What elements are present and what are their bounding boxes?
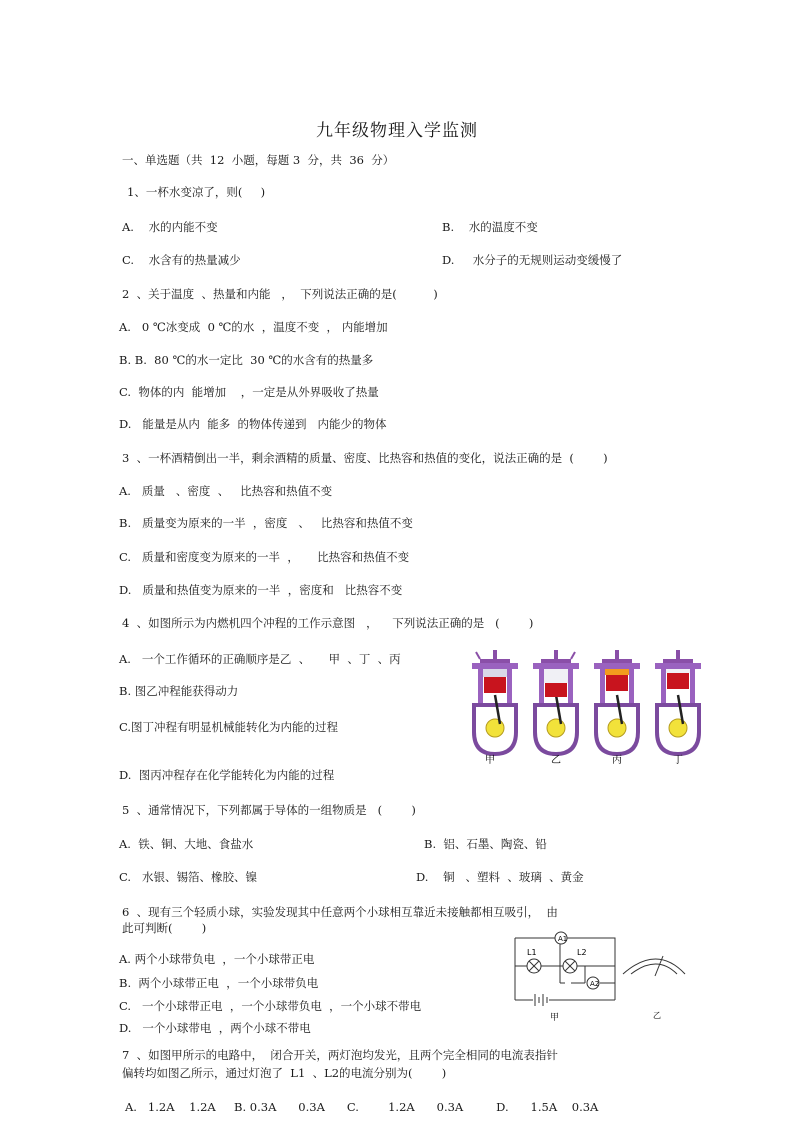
- circuit-label-jia: 甲: [550, 1013, 560, 1023]
- q6-option-a: A. 两个小球带负电 ，一个小球带正电: [119, 952, 315, 966]
- q3-option-d: D. 质量和热值变为原来的一半 ，密度和 比热容不变: [119, 583, 403, 597]
- q4-stem: 4 、如图所示为内燃机四个冲程的工作示意图 ， 下列说法正确的是 ( ): [122, 616, 534, 630]
- q7-stem-line1: 7 、如图甲所示的电路中， 闭合开关，两灯泡均发光，且两个完全相同的电流表指针: [122, 1048, 558, 1062]
- q1-option-c: C. 水含有的热量减少: [122, 253, 241, 267]
- q3-stem: 3 、一杯酒精倒出一半，剩余酒精的质量、密度、比热容和热值的变化，说法正确的是 ( ): [122, 451, 608, 465]
- lamp-l1-label: L1: [527, 948, 537, 957]
- q5-option-d: D. 铜 、塑料 、玻璃 、黄金: [416, 870, 584, 884]
- engine-label-bing: 丙: [612, 755, 622, 765]
- engine-label-jia: 甲: [485, 755, 495, 765]
- q3-option-a: A. 质量 、密度 、 比热容和热值不变: [119, 484, 333, 498]
- q7-stem-line2: 偏转均如图乙所示，通过灯泡了 L1 、L2的电流分别为( ): [122, 1066, 447, 1080]
- engine-strokes-figure: [466, 645, 706, 765]
- q6-stem-line2: 此可判断( ): [122, 921, 207, 935]
- q6-option-c: C. 一个小球带正电 ，一个小球带负电 ，一个小球不带电: [119, 999, 422, 1013]
- engine-label-yi: 乙: [551, 755, 561, 765]
- q2-option-c: C. 物体的内 能增加 ，一定是从外界吸收了热量: [119, 385, 379, 399]
- q3-option-c: C. 质量和密度变为原来的一半 ， 比热容和热值不变: [119, 550, 410, 564]
- dial-label-yi: 乙: [653, 1011, 661, 1020]
- q5-option-b: B. 铝、石墨、陶瓷、铅: [424, 837, 547, 851]
- q1-option-b: B. 水的温度不变: [442, 220, 538, 234]
- q6-option-d: D. 一个小球带电 ，两个小球不带电: [119, 1021, 311, 1035]
- engine-label-ding: 丁: [673, 755, 683, 765]
- q4-option-c: C.图丁冲程有明显机械能转化为内能的过程: [119, 720, 339, 734]
- circuit-figure: [505, 928, 690, 1023]
- q7-options: A. 1.2A 1.2A B. 0.3A 0.3A C. 1.2A 0.3A D. 1.5A 0.3A: [125, 1100, 599, 1114]
- q5-stem: 5 、通常情况下，下列都属于导体的一组物质是 ( ): [122, 803, 416, 817]
- q1-stem: 1、一杯水变凉了，则( ): [127, 185, 266, 199]
- q1-option-d: D. 水分子的无规则运动变缓慢了: [442, 253, 623, 267]
- q6-option-b: B. 两个小球带正电 ，一个小球带负电: [119, 976, 319, 990]
- q3-option-b: B. 质量变为原来的一半 ，密度 、 比热容和热值不变: [119, 516, 413, 530]
- q5-option-c: C. 水银、锡箔、橡胶、镍: [119, 870, 258, 884]
- section-heading: 一、单选题（共 12 小题，每题 3 分，共 36 分）: [122, 153, 395, 167]
- q2-stem: 2 、关于温度 、热量和内能 ， 下列说法正确的是( ): [122, 287, 438, 301]
- q2-option-b: B. B. 80 ℃的水一定比 30 ℃的水含有的热量多: [119, 353, 374, 367]
- q4-option-b: B. 图乙冲程能获得动力: [119, 684, 239, 698]
- q4-option-a: A. 一个工作循环的正确顺序是乙 、 甲 、丁 、丙: [119, 652, 401, 666]
- ammeter-a2-label: A2: [590, 980, 600, 988]
- q2-option-a: A. 0 ℃冰变成 0 ℃的水 ，温度不变 ， 内能增加: [119, 320, 388, 334]
- q2-option-d: D. 能量是从内 能多 的物体传递到 内能少的物体: [119, 417, 387, 431]
- page-title: 九年级物理入学监测: [316, 121, 478, 141]
- q1-option-a: A. 水的内能不变: [122, 220, 218, 234]
- ammeter-a1-label: A1: [558, 935, 568, 943]
- q5-option-a: A. 铁、铜、大地、食盐水: [119, 837, 254, 851]
- q4-option-d: D. 图丙冲程存在化学能转化为内能的过程: [119, 768, 335, 782]
- lamp-l2-label: L2: [577, 948, 587, 957]
- q6-stem-line1: 6 、现有三个轻质小球，实验发现其中任意两个小球相互靠近未接触都相互吸引， 由: [122, 905, 558, 919]
